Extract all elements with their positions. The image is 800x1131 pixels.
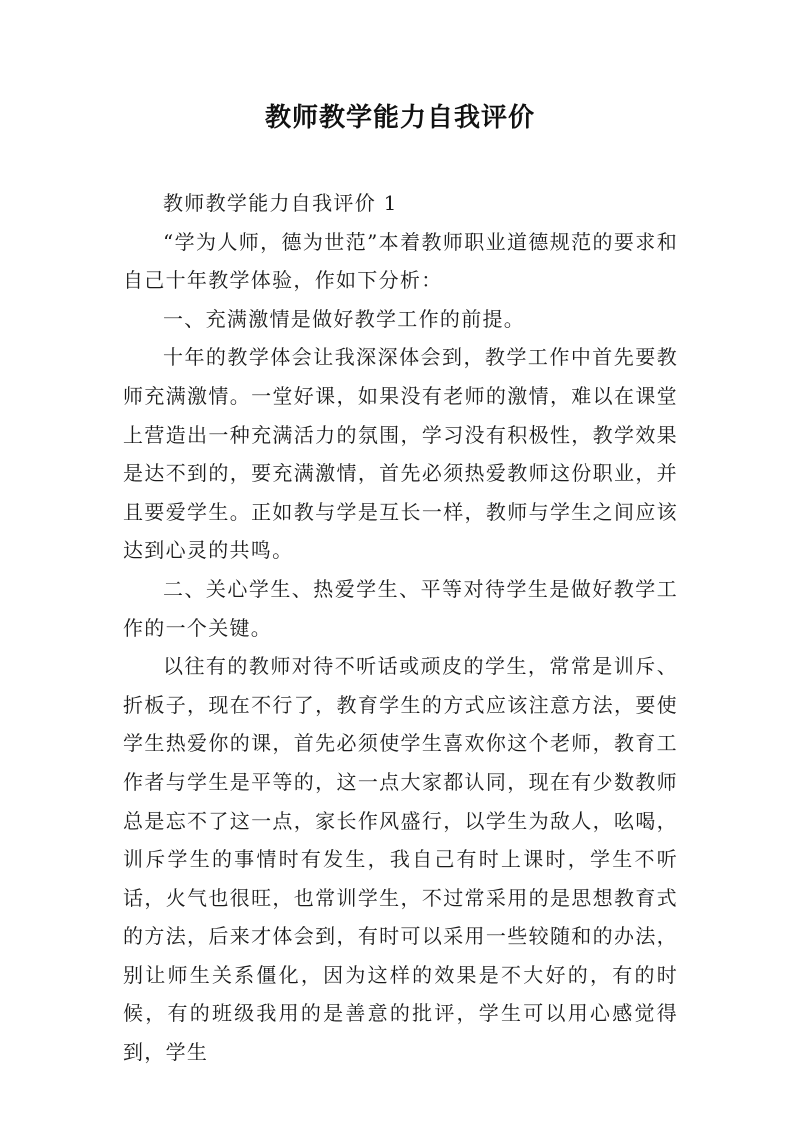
paragraph: 十年的教学体会让我深深体会到，教学工作中首先要教师充满激情。一堂好课，如果没有老师的激情，难以在课堂上营造出一种充满活力的氛围，学习没有积极性，教学效果是达不到的，要充满激情，首先必须热爱教师这份职业，并且要爱学生。正如教与学是互长一样，教师与学生之间应该达到心灵的共鸣。 xyxy=(123,345,678,563)
document-body xyxy=(123,184,678,1072)
paragraph: “学为人师，德为世范”本着教师职业道德规范的要求和自己十年教学体验，作如下分析： xyxy=(123,229,678,293)
paragraph: 一、充满激情是做好教学工作的前提。 xyxy=(163,306,526,331)
document-title: 教师教学能力自我评价 xyxy=(264,103,535,133)
section-heading: 教师教学能力自我评价 1 xyxy=(163,191,398,215)
paragraph: 以往有的教师对待不听话或顽皮的学生，常常是训斥、折板子，现在不行了，教育学生的方式应该注意方法，要使学生热爱你的课，首先必须使学生喜欢你这个老师，教育工作者与学生是平等的，这一点大家都认同，现在有少数教师总是忘不了这一点，家长作风盛行，以学生为敌人，吆喝，训斥学生的事情时有发生，我自己有时上课时，学生不听话，火气也很旺，也常训学生，不过常采用的是思想教育式的方法，后来才体会到，有时可以采用一些较随和的办法，别让师生关系僵化，因为这样的效果是不大好的，有的时候，有的班级我用的是善意的批评，学生可以用心感觉得到，学生 xyxy=(123,654,678,1065)
paragraph: 二、关心学生、热爱学生、平等对待学生是做好教学工作的一个关键。 xyxy=(123,576,678,640)
